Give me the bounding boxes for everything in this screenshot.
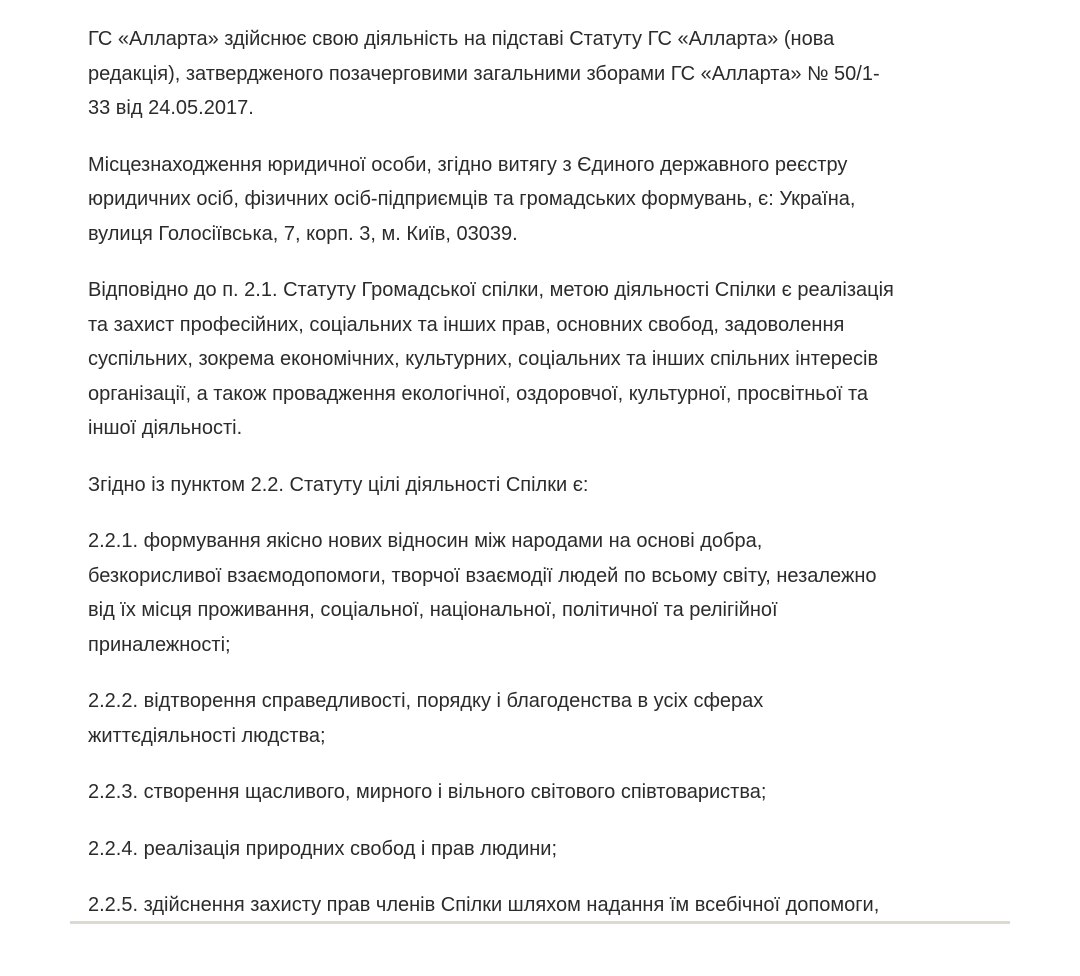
text-line: Місцезнаходження юридичної особи, згідно витягу з Єдиного державного реєстру: [88, 153, 848, 176]
paragraph-purpose: [88, 273, 1018, 446]
text-line: вулиця Голосіївська, 7, корп. 3, м. Київ, 03039.: [88, 222, 518, 245]
list-item-2-2-5: [88, 888, 1018, 923]
text-line: організації, а також провадження екологічної, оздоровчої, культурної, просвітньої та: [88, 382, 869, 405]
text-line: приналежності;: [88, 633, 231, 656]
paragraph-goals-intro: [88, 468, 1018, 503]
list-item-2-2-1: [88, 524, 1018, 662]
text-line: від їх місця проживання, соціальної, національної, політичної та релігійної: [88, 599, 778, 621]
paragraph-statute-basis: [88, 22, 1018, 126]
text-line: та захист професійних, соціальних та інших прав, основних свобод, задоволення: [88, 313, 845, 336]
text-line: Згідно із пунктом 2.2. Статуту цілі діяльності Спілки є:: [88, 473, 589, 496]
list-item-2-2-3: [88, 775, 1018, 810]
text-line: 2.2.1. формування якісно нових відносин між народами на основі добра,: [88, 530, 763, 552]
document-body: [88, 22, 1018, 945]
text-line: юридичних осіб, фізичних осіб-підприємців та громадських формувань, є: Україна,: [88, 188, 856, 210]
text-line: суспільних, зокрема економічних, культурних, соціальних та інших спільних інтересів: [88, 348, 879, 370]
text-line: ГС «Алларта» здійснює свою діяльність на підставі Статуту ГС «Алларта» (нова: [88, 28, 835, 50]
text-line: 2.2.3. створення щасливого, мирного і вільного світового співтовариства;: [88, 781, 767, 803]
text-line: життєдіяльності людства;: [88, 724, 326, 747]
list-item-2-2-2: [88, 684, 1018, 753]
text-line: редакція), затвердженого позачерговими загальними зборами ГС «Алларта» № 50/1-: [88, 62, 880, 85]
text-line: 2.2.4. реалізація природних свобод і прав людини;: [88, 837, 558, 860]
text-line: 2.2.2. відтворення справедливості, порядку і благоденства в усіх сферах: [88, 690, 764, 712]
text-line: іншої діяльності.: [88, 417, 243, 439]
text-line: безкорисливої взаємодопомоги, творчої взаємодії людей по всьому світу, незалежно: [88, 564, 877, 587]
text-line: 2.2.5. здійснення захисту прав членів Спілки шляхом надання їм всебічної допомоги,: [88, 894, 880, 916]
text-line: Відповідно до п. 2.1. Статуту Громадської спілки, метою діяльності Спілки є реалізація: [88, 279, 894, 301]
page-bottom-area: [0, 924, 1080, 976]
text-line: 33 від 24.05.2017.: [88, 97, 254, 119]
list-item-2-2-4: [88, 832, 1018, 867]
paragraph-location: [88, 148, 1018, 252]
